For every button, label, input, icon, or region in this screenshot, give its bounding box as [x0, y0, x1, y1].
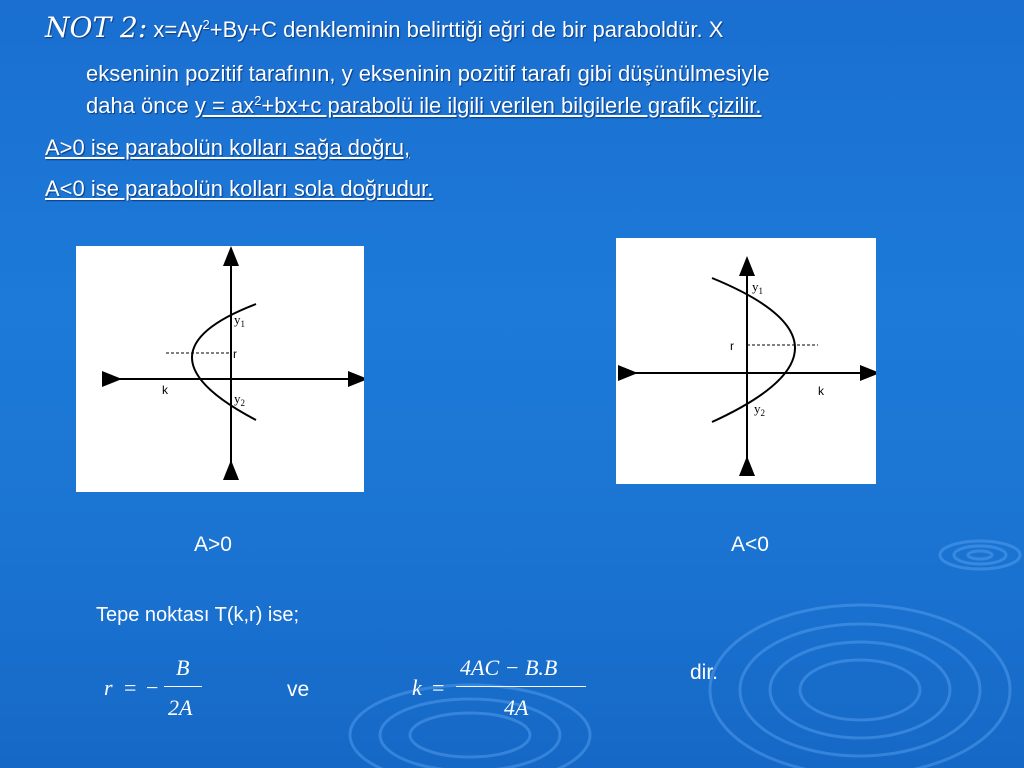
- formula-k-denominator: 4A: [504, 695, 529, 720]
- parabola-right-plot: [76, 246, 364, 492]
- rule-positive: A>0 ise parabolün kolları sağa doğru,: [45, 135, 411, 160]
- vertex-statement: Tepe noktası T(k,r) ise;: [96, 604, 300, 626]
- parabola-left-plot: [616, 238, 876, 484]
- formula-k-numerator: 4AC − B.B: [460, 655, 558, 680]
- label-k: k: [818, 384, 824, 398]
- label-k: k: [162, 383, 168, 397]
- fraction-bar: [164, 686, 202, 687]
- label-y1: $y_1$: [234, 312, 245, 329]
- graph-opens-left: [616, 238, 876, 484]
- formula-r-denominator: 2A: [168, 695, 193, 720]
- graph-opens-right: [76, 246, 364, 492]
- note-heading-line3: daha önce $y = ax^2+bx+c$ parabolü ile ilgili verilen bilgilerle grafik çizilir.: [86, 93, 762, 118]
- label-r: r: [730, 339, 734, 353]
- caption-negative: A<0: [731, 533, 769, 556]
- label-r: r: [233, 347, 237, 361]
- fraction-bar: [456, 686, 586, 687]
- suffix-dir: dir.: [690, 661, 719, 684]
- rule-negative: A<0 ise parabolün kolları sola doğrudur.: [45, 176, 434, 201]
- note-heading-line1: NOT 2: $x=Ay^2+By+C$ denkleminin belirttiği eğri de bir paraboldür. X: [45, 11, 724, 44]
- connector-ve: ve: [287, 678, 310, 701]
- note-label: NOT 2:: [45, 11, 148, 44]
- label-y2: $y_2$: [234, 391, 245, 408]
- underlined-note: $y = ax^2+bx+c$ parabolü ile ilgili verilen bilgilerle grafik çizilir.: [194, 93, 762, 118]
- caption-positive: A>0: [194, 533, 232, 556]
- parabola-curve: [192, 304, 256, 420]
- label-y2: $y_2$: [754, 401, 765, 418]
- formula-r-numerator: B: [176, 655, 190, 680]
- note-heading-line2: ekseninin pozitif tarafının, y ekseninin pozitif tarafı gibi düşünülmesiyle: [86, 61, 770, 86]
- equation-text: x=Ay: [147, 17, 203, 42]
- label-y1: $y_1$: [752, 279, 763, 296]
